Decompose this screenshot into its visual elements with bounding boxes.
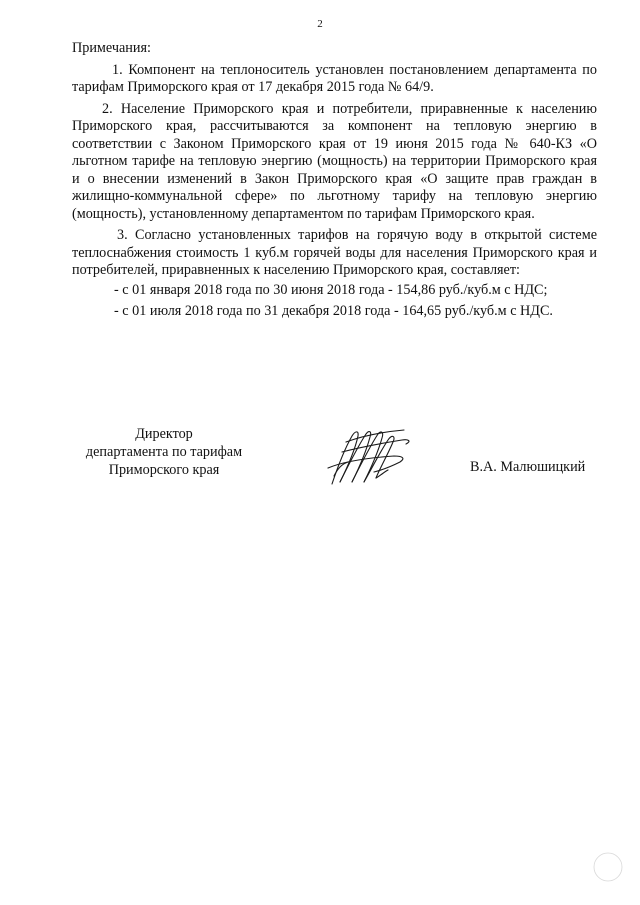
rate-item-1: - с 01 января 2018 года по 30 июня 2018 года - 154,86 руб./куб.м с НДС; xyxy=(114,281,548,298)
note-item-2: 2. Население Приморского края и потребители, приравненные к населению Приморского края, рассчитываются за компонент на тепловую энергию в соответствии с Законом Приморского края от 19 июня 2015 года № 640-КЗ «О льготном тарифе на тепловую энергию (мощность) на территории Приморского края и о внесении изменений в Закон Приморского края «О защите прав граждан в жилищно-коммунальной сфере» по льготному тарифу на тепловую энергию (мощность), установленному департаментом по тарифам Приморского края. xyxy=(72,100,597,222)
signatory-title-line-1: Директор xyxy=(135,426,193,442)
signatory-name: В.А. Малюшицкий xyxy=(470,459,586,475)
note-item-1: 1. Компонент на теплоноситель установлен постановлением департамента по тарифам Приморского края от 17 декабря 2015 года № 64/9. xyxy=(72,61,597,95)
signatory-title-line-2: департамента по тарифам xyxy=(85,444,243,460)
signatory-title-line-3: Приморского края xyxy=(108,462,220,478)
notes-heading: Примечания: xyxy=(72,40,151,56)
rate-item-2: - с 01 июля 2018 года по 31 декабря 2018 года - 164,65 руб./куб.м с НДС. xyxy=(114,303,553,319)
signatory-title xyxy=(64,425,264,479)
page-number: 2 xyxy=(317,18,323,30)
handwritten-signature xyxy=(322,422,417,492)
notes-section xyxy=(72,40,597,325)
corner-stamp-mark xyxy=(588,847,628,887)
note-item-3: 3. Согласно установленных тарифов на горячую воду в открытой системе теплоснабжения стоимость 1 куб.м горячей воды для населения Приморского края и потребителей, приравненных к населению Приморского края, составляет: xyxy=(72,227,597,278)
